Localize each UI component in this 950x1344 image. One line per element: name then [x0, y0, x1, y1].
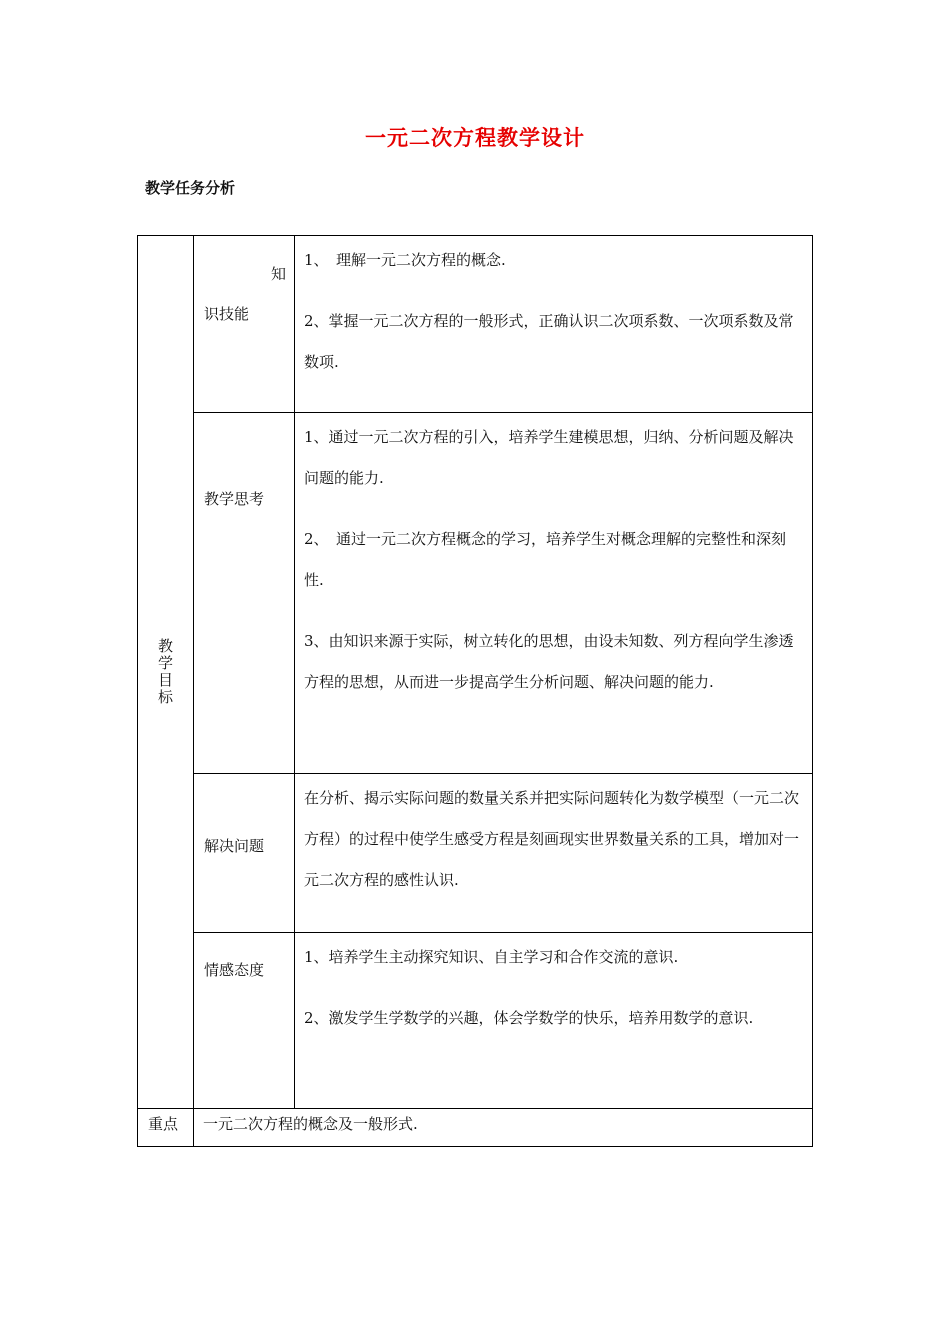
table-row: [138, 413, 813, 774]
knowledge-label-part2: 识技能: [204, 305, 250, 323]
emotional-attitude-label: 情感态度: [204, 961, 265, 979]
knowledge-label-part1: 知: [270, 265, 286, 283]
table-row: [138, 933, 813, 1109]
key-point-content: 一元二次方程的概念及一般形式.: [203, 1115, 418, 1133]
key-point-label-cell: [138, 1109, 194, 1147]
teaching-analysis-table: [137, 235, 813, 1147]
list-item: 1、 理解一元二次方程的概念.: [304, 251, 506, 269]
list-item: 1、培养学生主动探究知识、自主学习和合作交流的意识.: [304, 948, 679, 966]
problem-solving-content: [295, 774, 813, 933]
list-item: 3、由知识来源于实际，树立转化的思想，由设未知数、列方程向学生渗透方程的思想，从而进一步提高学生分析问题、解决问题的能力.: [304, 632, 794, 691]
list-item: 在分析、揭示实际问题的数量关系并把实际问题转化为数学模型（一元二次方程）的过程中使学生感受方程是刻画现实世界数量关系的工具，增加对一元二次方程的感性认识.: [304, 789, 800, 889]
table-row: [138, 236, 813, 413]
page-title: 一元二次方程教学设计: [365, 126, 585, 150]
section-heading: 教学任务分析: [145, 179, 236, 197]
objectives-category-cell: [138, 236, 194, 1109]
teaching-thinking-content: [295, 413, 813, 774]
key-point-label: 重点: [148, 1115, 179, 1133]
teaching-thinking-cell: [194, 413, 295, 774]
emotional-attitude-cell: [194, 933, 295, 1109]
table-row: [138, 1109, 813, 1147]
problem-solving-cell: [194, 774, 295, 933]
list-item: 2、掌握一元二次方程的一般形式，正确认识二次项系数、一次项系数及常数项.: [304, 312, 794, 371]
knowledge-skills-content: [295, 236, 813, 413]
knowledge-skills-cell: [194, 236, 295, 413]
emotional-attitude-content: [295, 933, 813, 1109]
list-item: 2、 通过一元二次方程概念的学习，培养学生对概念理解的完整性和深刻性.: [304, 530, 787, 589]
problem-solving-label: 解决问题: [204, 837, 265, 855]
key-point-content-cell: [194, 1109, 813, 1147]
table-row: [138, 774, 813, 933]
list-item: 2、激发学生学数学的兴趣，体会学数学的快乐，培养用数学的意识.: [304, 1009, 754, 1027]
list-item: 1、通过一元二次方程的引入，培养学生建模思想，归纳、分析问题及解决问题的能力.: [304, 428, 794, 487]
objectives-label: 教学目标: [157, 637, 173, 706]
teaching-thinking-label: 教学思考: [204, 490, 265, 508]
